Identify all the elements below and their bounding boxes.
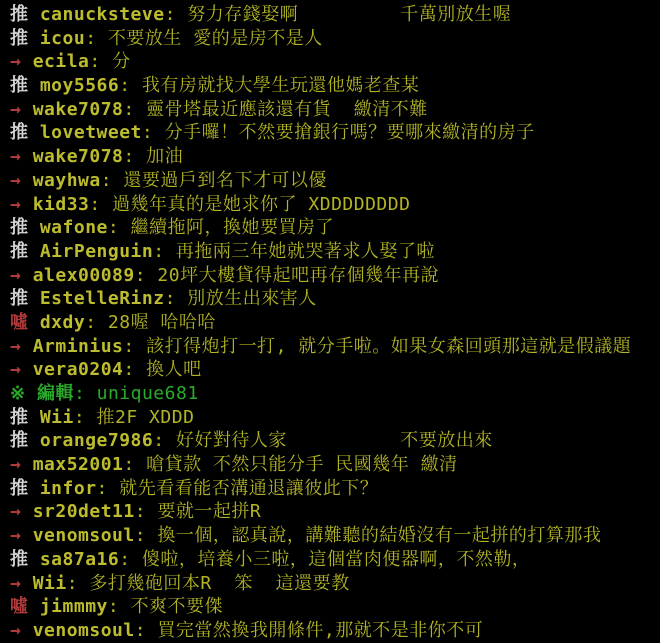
comment-text: 傻啦，培養小三啦，這個當肉便器啊，不然勒， [141, 548, 531, 570]
comment-text: 過幾年真的是她求你了 XDDDDDDDD [112, 193, 411, 215]
separator: : [134, 501, 158, 523]
comment-text: unique681 [96, 383, 199, 404]
comment-line [10, 335, 660, 359]
comment-line [10, 74, 660, 98]
separator: : [107, 596, 131, 618]
arrow-tag: → [10, 264, 22, 286]
comment-text: 嗆貸款 不然只能分手 民國幾年 繳清 [146, 454, 458, 476]
comment-text: 好好對待人家 不要放出來 [175, 430, 493, 452]
username: Arminius [32, 335, 124, 357]
username: lovetweet [39, 122, 142, 144]
separator: : [123, 335, 147, 357]
separator: : [153, 240, 176, 262]
comment-line [10, 169, 660, 193]
comment-text: 不要放生 愛的是房不是人 [107, 27, 323, 49]
comment-line [10, 240, 660, 264]
separator: : [73, 406, 97, 428]
separator: : [85, 311, 108, 333]
separator: : [119, 75, 142, 97]
arrow-tag: → [10, 525, 22, 547]
push-tag: 推 [10, 406, 29, 428]
separator: : [85, 27, 108, 49]
comment-text: 分 [112, 51, 131, 73]
comment-text: 還要過戶到名下才可以優 [123, 169, 327, 191]
separator: : [96, 477, 120, 499]
comment-line [10, 453, 660, 477]
username: alex00089 [32, 264, 135, 286]
comment-line [10, 548, 660, 572]
username: Wii [32, 572, 67, 594]
arrow-tag: → [10, 359, 22, 381]
comment-text: 加油 [146, 146, 184, 168]
username: wake7078 [32, 98, 124, 120]
comment-text: 我有房就找大學生玩還他媽老查某 [141, 75, 420, 97]
edit-mark: ※ [10, 383, 26, 404]
separator: : [89, 193, 113, 215]
comment-line [10, 193, 660, 217]
username: Wii [39, 406, 74, 428]
push-tag: 推 [10, 288, 29, 310]
username: orange7986 [39, 430, 154, 452]
push-tag: 推 [10, 548, 29, 570]
username: vera0204 [32, 359, 124, 381]
separator: : [141, 122, 165, 144]
arrow-tag: → [10, 454, 22, 476]
comment-text: 不爽不要傑 [130, 596, 224, 618]
comment-line [10, 477, 660, 501]
comment-line [10, 264, 660, 288]
comment-line [10, 98, 660, 122]
separator: : [119, 548, 142, 570]
boo-tag: 噓 [10, 311, 29, 333]
comment-line [10, 572, 660, 596]
username: AirPenguin [39, 240, 154, 262]
push-tag: 推 [10, 477, 29, 499]
comment-line [10, 406, 660, 430]
username: dxdy [39, 311, 86, 333]
username: icou [39, 27, 86, 49]
separator: : [153, 430, 176, 452]
comment-text: 推2F XDDD [96, 406, 195, 428]
comment-text: 繼續拖阿，換她要買房了 [130, 217, 335, 239]
comment-line [10, 145, 660, 169]
separator: : [123, 454, 147, 476]
push-tag: 推 [10, 4, 29, 25]
arrow-tag: → [10, 335, 22, 357]
separator: : [107, 217, 131, 239]
comment-line [10, 619, 660, 643]
username: venomsoul [32, 619, 135, 641]
username: EstelleRinz [39, 288, 165, 310]
arrow-tag: → [10, 193, 22, 215]
comment-line [10, 50, 660, 74]
comment-text: 就先看看能否溝通退讓彼此下？ [119, 477, 379, 499]
comment-text: 多打幾砲回本R 笨 這還要教 [89, 572, 350, 594]
comment-line [10, 287, 660, 311]
comment-text: 換一個，認真說，講難聽的結婚沒有一起拼的打算那我 [157, 525, 602, 547]
comment-text: 換人吧 [146, 359, 202, 381]
comment-line [10, 216, 660, 240]
comment-line [10, 358, 660, 382]
arrow-tag: → [10, 572, 22, 594]
comment-text: 分手囉！不然要搶銀行嗎？要哪來繳清的房子 [164, 122, 535, 144]
username: sr20det11 [32, 501, 135, 523]
comment-line [10, 429, 660, 453]
comment-text: 該打得炮打一打, 就分手啦。如果女森回頭那這就是假議題 [146, 335, 632, 357]
comment-text: 20坪大樓貸得起吧再存個幾年再說 [157, 264, 440, 286]
separator: : [134, 525, 158, 547]
separator: : [73, 383, 97, 404]
comment-line [10, 524, 660, 548]
separator: : [164, 288, 188, 310]
comment-list [10, 3, 660, 643]
push-tag: 推 [10, 430, 29, 452]
push-tag: 推 [10, 217, 29, 239]
arrow-tag: → [10, 169, 22, 191]
separator: : [123, 146, 147, 168]
username: 編輯 [36, 383, 74, 404]
comment-text: 28喔 哈哈哈 [107, 311, 216, 333]
arrow-tag: → [10, 98, 22, 120]
separator: : [100, 169, 124, 191]
push-tag: 推 [10, 27, 29, 49]
boo-tag: 噓 [10, 596, 29, 618]
comment-text: 別放生出來害人 [187, 288, 317, 310]
arrow-tag: → [10, 619, 22, 641]
separator: : [134, 619, 158, 641]
username: jimmmy [39, 596, 108, 618]
comment-line [10, 3, 660, 27]
username: venomsoul [32, 525, 135, 547]
comment-line [10, 595, 660, 619]
separator: : [66, 572, 90, 594]
comment-text: 努力存錢娶啊 千萬別放生喔 [187, 4, 512, 25]
separator: : [123, 98, 147, 120]
comment-text: 要就一起拼R [157, 501, 262, 523]
push-tag: 推 [10, 75, 29, 97]
username: wake7078 [32, 146, 124, 168]
comment-text: 再拖兩三年她就哭著求人娶了啦 [175, 240, 435, 262]
username: sa87a16 [39, 548, 120, 570]
separator: : [123, 359, 147, 381]
edit-line [10, 382, 660, 406]
comment-line [10, 27, 660, 51]
push-tag: 推 [10, 240, 29, 262]
comment-line [10, 311, 660, 335]
push-tag: 推 [10, 122, 29, 144]
separator: : [134, 264, 158, 286]
comment-line [10, 500, 660, 524]
arrow-tag: → [10, 501, 22, 523]
separator: : [164, 4, 188, 25]
arrow-tag: → [10, 146, 22, 168]
comment-text: 買完當然換我開條件,那就不是非你不可 [157, 619, 484, 641]
arrow-tag: → [10, 51, 22, 73]
username: kid33 [32, 193, 90, 215]
username: infor [39, 477, 97, 499]
username: max52001 [32, 454, 124, 476]
username: ecila [32, 51, 90, 73]
username: canucksteve [39, 4, 165, 25]
username: moy5566 [39, 75, 120, 97]
comment-line [10, 121, 660, 145]
comment-text: 靈骨塔最近應該還有貨 繳清不難 [146, 98, 428, 120]
separator: : [89, 51, 113, 73]
username: wayhwa [32, 169, 101, 191]
username: wafone [39, 217, 108, 239]
